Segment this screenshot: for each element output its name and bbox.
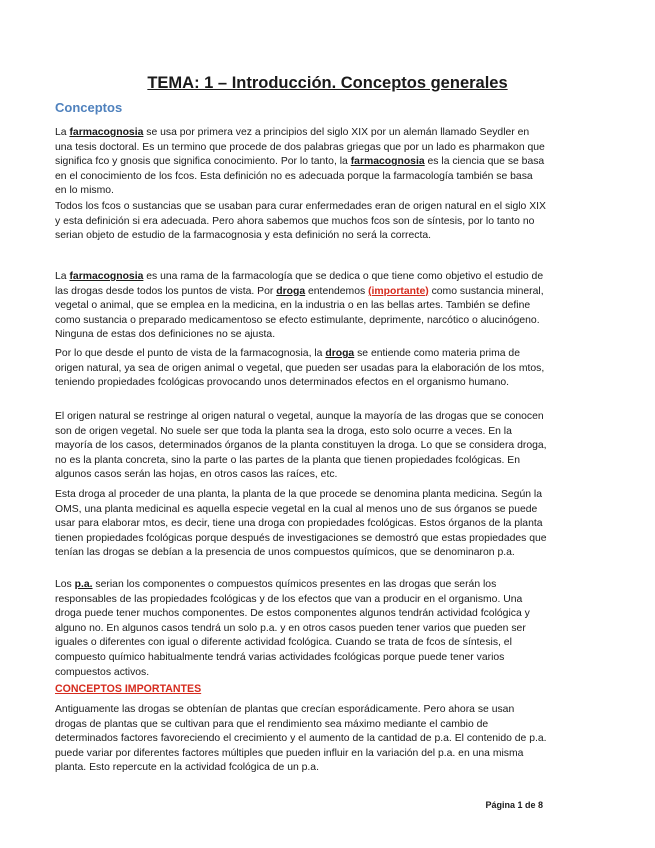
term-farmacognosia: farmacognosia xyxy=(69,127,144,138)
text-run: La xyxy=(55,127,70,138)
paragraph-1 xyxy=(55,126,547,199)
paragraph-6: Esta droga al proceder de una planta, la planta de la que procede se denomina planta medicina. Según la OMS, una planta medicinal es aquella especie vegetal en la cual al menos uno de sus órganos se puede usar para elaborar mtos, es decir, tiene una droga con propiedades fcológicas. Estos órganos de la planta tienen propiedades fcológicas porque después de investigaciones se demostró que estas propiedades que tenían las drogas se debían a la presencia de unos compuestos químicos, que se denominaron p.a. xyxy=(55,489,547,559)
paragraph-7 xyxy=(55,578,547,680)
paragraph-8: Antiguamente las drogas se obtenían de plantas que crecían esporádicamente. Pero ahora se usan drogas de plantas que se cultivan para que el rendimiento sea máximo mediante el cambio de determinados factores favoreciendo el crecimiento y el aumento de la cantidad de p.a. El contenido de p.a. puede variar por diferentes factores múltiples que pueden influir en la variación del p.a. en una misma planta. Esto repercute en la actividad fcológica de un p.a. xyxy=(55,704,547,774)
text-run: entendemos xyxy=(305,285,369,297)
text-run: es una rama de la farmacología que se dedica o que tiene como objetivo el estudio de las drogas desde todos los puntos de vista. Por xyxy=(55,271,544,297)
text-run: serian los componentes o compuestos químicos presentes en las drogas que serán los responsables de las propiedades fcológicas y de los efectos que van a producir en el organismo. Una droga puede tener muchos componentes. De estos componentes algunos tendrán actividad fcológica y alguno no. En algunos casos tendrá un solo p.a. y en otros casos pueden tener varios que pueden ser iguales o diferentes con igual o diferente actividad fcológica. Cuando se trata de fcos de síntesis, el compuesto químico habitualmente tendrá varias actividades fcológicas porque puede tener varios compuestos activos. xyxy=(55,579,530,678)
paragraph-2: Todos los fcos o sustancias que se usaban para curar enfermedades eran de origen natural en el siglo XIX y esta definición si era adecuada. Pero ahora sabemos que muchos fcos son de síntesis, por lo tanto no serian objeto de estudio de la farmacognosia y esta definición no será la correcta. xyxy=(55,201,546,242)
text-run: Los xyxy=(55,579,75,590)
text-run: se entiende como materia prima de origen natural, ya sea de origen animal o vegetal, que pueden ser usadas para la elaboración de los mtos, teniendo propiedades fcológicas provocando unos determinados efectos en el organismo humano. xyxy=(55,348,545,389)
paragraph-3 xyxy=(55,270,547,343)
term-droga: droga xyxy=(325,348,355,359)
highlight-importante: (importante) xyxy=(368,285,429,297)
section-heading: Conceptos xyxy=(55,100,123,115)
page-title: TEMA: 1 – Introducción. Conceptos generales xyxy=(147,74,508,92)
text-run: Por lo que desde el punto de vista de la farmacognosia, la xyxy=(55,348,326,359)
text-run: es la ciencia que se basa en el conocimiento de los fcos. Esta definición no es adecuada porque la farmacología también se basa en lo mismo. xyxy=(55,156,545,197)
text-run: como sustancia mineral, vegetal o animal, que se emplea en la medicina, en la industria o en las bellas artes. También se define como sustancia o preparado medicamentoso se efecto estimulante, deprimente, narcótico o alucinógeno. Ninguna de estas dos definiciones no se ajusta. xyxy=(55,285,544,341)
text-run: se usa por primera vez a principios del siglo XIX por un alemán llamado Seydler en una tesis doctoral. Es un termino que procede de dos palabras griegas que por un lado es pharmakon que significa fco y gnosis que significa conocimiento. Por lo tanto, la xyxy=(55,127,545,168)
term-droga: droga xyxy=(276,285,306,297)
term-farmacognosia: farmacognosia xyxy=(69,271,144,282)
page-number: Página 1 de 8 xyxy=(485,800,543,810)
paragraph-4 xyxy=(55,347,547,391)
term-farmacognosia: farmacognosia xyxy=(350,156,425,168)
text-run: La xyxy=(55,271,70,282)
term-pa: p.a. xyxy=(74,579,93,590)
paragraph-5: El origen natural se restringe al origen natural o vegetal, aunque la mayoría de las drogas que se conocen son de origen vegetal. No suele ser que toda la planta sea la droga, esto solo ocurre a veces. En la mayoría de los casos, determinados órganos de la planta constituyen la droga. Lo que se considera droga, no es la planta concreta, sino la parte o las partes de la planta que tienen propiedades fcológicas. En algunos casos serán las hojas, en otros casos las raíces, etc. xyxy=(55,411,547,481)
subheading-conceptos-importantes: CONCEPTOS IMPORTANTES xyxy=(55,683,202,695)
